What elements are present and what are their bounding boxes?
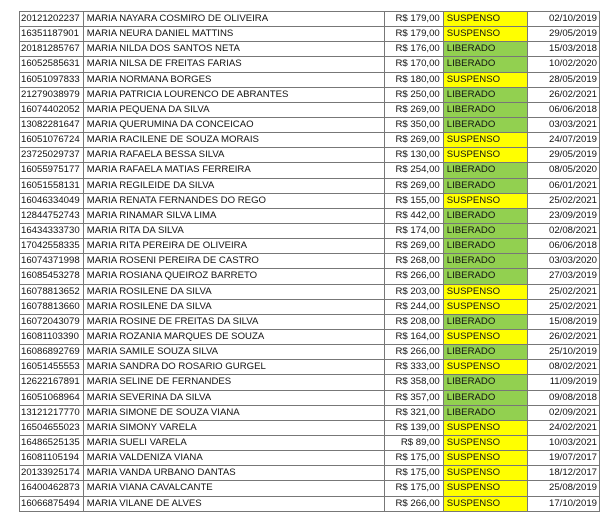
value-cell: R$ 170,00	[384, 57, 443, 72]
id-cell: 16051558131	[20, 178, 84, 193]
status-cell: SUSPENSO	[443, 27, 528, 42]
name-cell: MARIA PATRICIA LOURENCO DE ABRANTES	[83, 87, 384, 102]
table-row	[20, 284, 600, 299]
date-cell: 24/02/2021	[528, 420, 600, 435]
id-cell: 12844752743	[20, 208, 84, 223]
status-cell: LIBERADO	[443, 375, 528, 390]
date-cell: 24/07/2019	[528, 133, 600, 148]
status-cell: SUSPENSO	[443, 72, 528, 87]
records-table-body	[20, 12, 600, 512]
value-cell: R$ 208,00	[384, 314, 443, 329]
id-cell: 16085453278	[20, 269, 84, 284]
id-cell: 17042558335	[20, 239, 84, 254]
status-cell: SUSPENSO	[443, 420, 528, 435]
name-cell: MARIA SIMONE DE SOUZA VIANA	[83, 405, 384, 420]
name-cell: MARIA SANDRA DO ROSARIO GURGEL	[83, 360, 384, 375]
status-cell: SUSPENSO	[443, 360, 528, 375]
id-cell: 12622167891	[20, 375, 84, 390]
id-cell: 16051076724	[20, 133, 84, 148]
id-cell: 20121202237	[20, 12, 84, 27]
id-cell: 23725029737	[20, 148, 84, 163]
value-cell: R$ 179,00	[384, 12, 443, 27]
date-cell: 06/06/2018	[528, 239, 600, 254]
table-row	[20, 405, 600, 420]
table-row	[20, 133, 600, 148]
value-cell: R$ 89,00	[384, 435, 443, 450]
table-row	[20, 481, 600, 496]
status-cell: LIBERADO	[443, 102, 528, 117]
status-cell: SUSPENSO	[443, 12, 528, 27]
name-cell: MARIA NEURA DANIEL MATTINS	[83, 27, 384, 42]
status-cell: LIBERADO	[443, 254, 528, 269]
name-cell: MARIA RINAMAR SILVA LIMA	[83, 208, 384, 223]
date-cell: 28/05/2019	[528, 72, 600, 87]
date-cell: 25/08/2019	[528, 481, 600, 496]
table-row	[20, 269, 600, 284]
name-cell: MARIA ROZANIA MARQUES DE SOUZA	[83, 329, 384, 344]
status-cell: LIBERADO	[443, 390, 528, 405]
id-cell: 16400462873	[20, 481, 84, 496]
id-cell: 16081105194	[20, 451, 84, 466]
id-cell: 21279038979	[20, 87, 84, 102]
value-cell: R$ 180,00	[384, 72, 443, 87]
name-cell: MARIA VILANE DE ALVES	[83, 496, 384, 511]
value-cell: R$ 266,00	[384, 345, 443, 360]
id-cell: 16078813660	[20, 299, 84, 314]
status-cell: LIBERADO	[443, 223, 528, 238]
date-cell: 25/10/2019	[528, 345, 600, 360]
value-cell: R$ 164,00	[384, 329, 443, 344]
table-row	[20, 390, 600, 405]
records-table	[19, 11, 600, 512]
status-cell: SUSPENSO	[443, 299, 528, 314]
id-cell: 16504655023	[20, 420, 84, 435]
id-cell: 16086892769	[20, 345, 84, 360]
status-cell: LIBERADO	[443, 239, 528, 254]
table-row	[20, 466, 600, 481]
name-cell: MARIA ROSILENE DA SILVA	[83, 299, 384, 314]
table-row	[20, 345, 600, 360]
id-cell: 20133925174	[20, 466, 84, 481]
status-cell: SUSPENSO	[443, 466, 528, 481]
table-row	[20, 72, 600, 87]
value-cell: R$ 266,00	[384, 496, 443, 511]
status-cell: LIBERADO	[443, 57, 528, 72]
value-cell: R$ 269,00	[384, 178, 443, 193]
date-cell: 25/02/2021	[528, 193, 600, 208]
status-cell: LIBERADO	[443, 117, 528, 132]
status-cell: SUSPENSO	[443, 451, 528, 466]
value-cell: R$ 269,00	[384, 133, 443, 148]
table-row	[20, 102, 600, 117]
table-row	[20, 208, 600, 223]
date-cell: 08/05/2020	[528, 163, 600, 178]
name-cell: MARIA RITA DA SILVA	[83, 223, 384, 238]
value-cell: R$ 333,00	[384, 360, 443, 375]
table-row	[20, 239, 600, 254]
status-cell: SUSPENSO	[443, 481, 528, 496]
date-cell: 03/03/2020	[528, 254, 600, 269]
name-cell: MARIA NILSA DE FREITAS FARIAS	[83, 57, 384, 72]
table-row	[20, 329, 600, 344]
table-row	[20, 496, 600, 511]
date-cell: 27/03/2019	[528, 269, 600, 284]
date-cell: 06/06/2018	[528, 102, 600, 117]
table-row	[20, 451, 600, 466]
table-row	[20, 360, 600, 375]
value-cell: R$ 269,00	[384, 102, 443, 117]
date-cell: 26/02/2021	[528, 87, 600, 102]
value-cell: R$ 268,00	[384, 254, 443, 269]
date-cell: 08/02/2021	[528, 360, 600, 375]
date-cell: 25/02/2021	[528, 299, 600, 314]
date-cell: 15/03/2018	[528, 42, 600, 57]
id-cell: 20181285767	[20, 42, 84, 57]
date-cell: 23/09/2019	[528, 208, 600, 223]
name-cell: MARIA SELINE DE FERNANDES	[83, 375, 384, 390]
status-cell: SUSPENSO	[443, 435, 528, 450]
table-row	[20, 254, 600, 269]
name-cell: MARIA NAYARA COSMIRO DE OLIVEIRA	[83, 12, 384, 27]
id-cell: 16051068964	[20, 390, 84, 405]
status-cell: LIBERADO	[443, 163, 528, 178]
date-cell: 10/03/2021	[528, 435, 600, 450]
name-cell: MARIA ROSINE DE FREITAS DA SILVA	[83, 314, 384, 329]
table-row	[20, 420, 600, 435]
table-row	[20, 435, 600, 450]
date-cell: 09/08/2018	[528, 390, 600, 405]
name-cell: MARIA REGILEIDE DA SILVA	[83, 178, 384, 193]
date-cell: 11/09/2019	[528, 375, 600, 390]
table-row	[20, 87, 600, 102]
name-cell: MARIA SIMONY VARELA	[83, 420, 384, 435]
value-cell: R$ 321,00	[384, 405, 443, 420]
status-cell: LIBERADO	[443, 42, 528, 57]
value-cell: R$ 155,00	[384, 193, 443, 208]
date-cell: 18/12/2017	[528, 466, 600, 481]
name-cell: MARIA VALDENIZA VIANA	[83, 451, 384, 466]
status-cell: LIBERADO	[443, 345, 528, 360]
name-cell: MARIA RAFAELA BESSA SILVA	[83, 148, 384, 163]
date-cell: 25/02/2021	[528, 284, 600, 299]
status-cell: LIBERADO	[443, 405, 528, 420]
table-row	[20, 314, 600, 329]
status-cell: LIBERADO	[443, 314, 528, 329]
value-cell: R$ 244,00	[384, 299, 443, 314]
status-cell: LIBERADO	[443, 269, 528, 284]
id-cell: 13121217770	[20, 405, 84, 420]
value-cell: R$ 175,00	[384, 451, 443, 466]
date-cell: 17/10/2019	[528, 496, 600, 511]
value-cell: R$ 130,00	[384, 148, 443, 163]
status-cell: SUSPENSO	[443, 193, 528, 208]
date-cell: 03/03/2021	[528, 117, 600, 132]
name-cell: MARIA RENATA FERNANDES DO REGO	[83, 193, 384, 208]
name-cell: MARIA VIANA CAVALCANTE	[83, 481, 384, 496]
id-cell: 16434333730	[20, 223, 84, 238]
table-row	[20, 178, 600, 193]
status-cell: LIBERADO	[443, 178, 528, 193]
id-cell: 16052585631	[20, 57, 84, 72]
id-cell: 16051455553	[20, 360, 84, 375]
value-cell: R$ 175,00	[384, 481, 443, 496]
date-cell: 29/05/2019	[528, 27, 600, 42]
date-cell: 02/09/2021	[528, 405, 600, 420]
id-cell: 16074371998	[20, 254, 84, 269]
date-cell: 26/02/2021	[528, 329, 600, 344]
value-cell: R$ 266,00	[384, 269, 443, 284]
table-row	[20, 42, 600, 57]
table-row	[20, 12, 600, 27]
id-cell: 16066875494	[20, 496, 84, 511]
name-cell: MARIA NORMANA BORGES	[83, 72, 384, 87]
value-cell: R$ 203,00	[384, 284, 443, 299]
id-cell: 16078813652	[20, 284, 84, 299]
date-cell: 10/02/2020	[528, 57, 600, 72]
date-cell: 19/07/2017	[528, 451, 600, 466]
name-cell: MARIA NILDA DOS SANTOS NETA	[83, 42, 384, 57]
value-cell: R$ 176,00	[384, 42, 443, 57]
table-row	[20, 223, 600, 238]
value-cell: R$ 254,00	[384, 163, 443, 178]
table-row	[20, 163, 600, 178]
date-cell: 02/10/2019	[528, 12, 600, 27]
name-cell: MARIA SUELI VARELA	[83, 435, 384, 450]
id-cell: 16081103390	[20, 329, 84, 344]
value-cell: R$ 179,00	[384, 27, 443, 42]
id-cell: 16486525135	[20, 435, 84, 450]
table-row	[20, 57, 600, 72]
name-cell: MARIA VANDA URBANO DANTAS	[83, 466, 384, 481]
value-cell: R$ 269,00	[384, 239, 443, 254]
name-cell: MARIA PEQUENA DA SILVA	[83, 102, 384, 117]
table-row	[20, 299, 600, 314]
date-cell: 06/01/2021	[528, 178, 600, 193]
value-cell: R$ 250,00	[384, 87, 443, 102]
value-cell: R$ 357,00	[384, 390, 443, 405]
table-row	[20, 27, 600, 42]
name-cell: MARIA RACILENE DE SOUZA MORAIS	[83, 133, 384, 148]
name-cell: MARIA SEVERINA DA SILVA	[83, 390, 384, 405]
status-cell: SUSPENSO	[443, 148, 528, 163]
status-cell: SUSPENSO	[443, 329, 528, 344]
name-cell: MARIA QUERUMINA DA CONCEICAO	[83, 117, 384, 132]
status-cell: LIBERADO	[443, 87, 528, 102]
value-cell: R$ 358,00	[384, 375, 443, 390]
name-cell: MARIA ROSENI PEREIRA DE CASTRO	[83, 254, 384, 269]
value-cell: R$ 175,00	[384, 466, 443, 481]
name-cell: MARIA RAFAELA MATIAS FERREIRA	[83, 163, 384, 178]
status-cell: SUSPENSO	[443, 496, 528, 511]
status-cell: SUSPENSO	[443, 133, 528, 148]
id-cell: 16051097833	[20, 72, 84, 87]
value-cell: R$ 442,00	[384, 208, 443, 223]
id-cell: 16055975177	[20, 163, 84, 178]
id-cell: 16046334049	[20, 193, 84, 208]
status-cell: SUSPENSO	[443, 284, 528, 299]
name-cell: MARIA RITA PEREIRA DE OLIVEIRA	[83, 239, 384, 254]
name-cell: MARIA SAMILE SOUZA SILVA	[83, 345, 384, 360]
name-cell: MARIA ROSILENE DA SILVA	[83, 284, 384, 299]
id-cell: 16074402052	[20, 102, 84, 117]
value-cell: R$ 139,00	[384, 420, 443, 435]
table-row	[20, 148, 600, 163]
id-cell: 16351187901	[20, 27, 84, 42]
id-cell: 16072043079	[20, 314, 84, 329]
name-cell: MARIA ROSIANA QUEIROZ BARRETO	[83, 269, 384, 284]
status-cell: LIBERADO	[443, 208, 528, 223]
table-row	[20, 193, 600, 208]
date-cell: 29/05/2019	[528, 148, 600, 163]
table-row	[20, 375, 600, 390]
date-cell: 02/08/2021	[528, 223, 600, 238]
table-row	[20, 117, 600, 132]
id-cell: 13082281647	[20, 117, 84, 132]
date-cell: 15/08/2019	[528, 314, 600, 329]
value-cell: R$ 174,00	[384, 223, 443, 238]
value-cell: R$ 350,00	[384, 117, 443, 132]
